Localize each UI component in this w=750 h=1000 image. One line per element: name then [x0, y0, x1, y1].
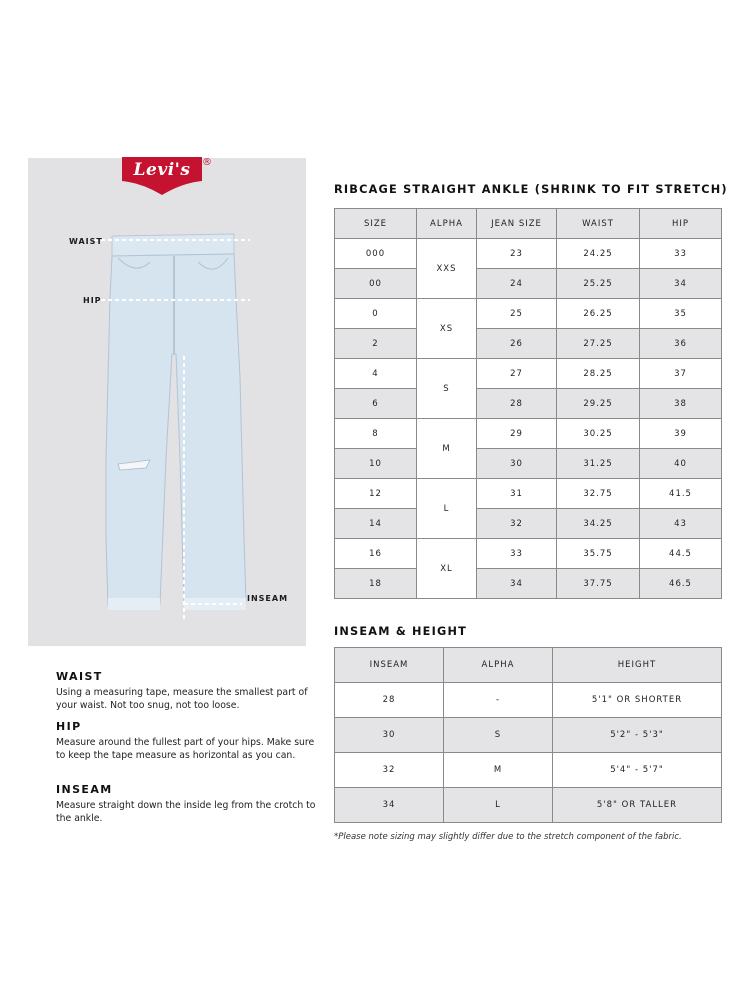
size-chart-header-row [335, 209, 722, 239]
jean-size-cell: 29 [477, 419, 557, 449]
size-cell: 10 [335, 449, 417, 479]
size-chart-row [335, 479, 722, 509]
levis-logo-text: Levi's [133, 160, 191, 180]
hip-guide [56, 720, 316, 762]
size-cell: 0 [335, 299, 417, 329]
alpha-cell: XL [417, 539, 477, 599]
size-chart-row [335, 539, 722, 569]
alpha-cell: M [417, 419, 477, 479]
waist-cell: 35.75 [557, 539, 640, 569]
waist-guide [56, 670, 316, 712]
inseam-chart-title: INSEAM & HEIGHT [334, 625, 468, 638]
size-cell: 8 [335, 419, 417, 449]
size-chart-row [335, 569, 722, 599]
jeans-waistband [112, 234, 234, 256]
hip-guide-title: HIP [56, 720, 82, 733]
waist-cell: 29.25 [557, 389, 640, 419]
size-cell: 18 [335, 569, 417, 599]
size-chart-header-hip: HIP [640, 209, 722, 239]
size-cell: 00 [335, 269, 417, 299]
size-chart-row [335, 419, 722, 449]
jean-size-cell: 28 [477, 389, 557, 419]
jean-size-cell: 31 [477, 479, 557, 509]
waist-cell: 32.75 [557, 479, 640, 509]
inseam-chart-header-inseam: INSEAM [335, 648, 444, 683]
size-chart-title: RIBCAGE STRAIGHT ANKLE (SHRINK TO FIT STRETCH) [334, 183, 728, 196]
waist-cell: 31.25 [557, 449, 640, 479]
inseam-guide [56, 783, 316, 825]
inseam-chart-row [335, 753, 722, 788]
waist-cell: 28.25 [557, 359, 640, 389]
inseam-chart-table [334, 647, 722, 823]
size-chart-row [335, 239, 722, 269]
waist-cell: 26.25 [557, 299, 640, 329]
size-chart-header-alpha: ALPHA [417, 209, 477, 239]
inseam-chart-row [335, 718, 722, 753]
height-cell: 5'2" - 5'3" [553, 718, 722, 753]
size-cell: 000 [335, 239, 417, 269]
inseam-chart-header-alpha: ALPHA [444, 648, 553, 683]
jeans-illustration [28, 158, 306, 646]
alpha-cell: XS [417, 299, 477, 359]
waist-cell: 24.25 [557, 239, 640, 269]
jean-size-cell: 25 [477, 299, 557, 329]
jeans-body [106, 254, 246, 606]
alpha-cell: S [417, 359, 477, 419]
hip-cell: 43 [640, 509, 722, 539]
jean-size-cell: 23 [477, 239, 557, 269]
size-chart-row [335, 359, 722, 389]
size-chart-row [335, 329, 722, 359]
hip-cell: 33 [640, 239, 722, 269]
hip-cell: 35 [640, 299, 722, 329]
inseam-cell: 32 [335, 753, 444, 788]
size-cell: 14 [335, 509, 417, 539]
size-chart-row [335, 389, 722, 419]
size-chart-header-waist: WAIST [557, 209, 640, 239]
jeans-hem-left [108, 598, 160, 610]
jean-size-cell: 32 [477, 509, 557, 539]
size-chart-header-size: SIZE [335, 209, 417, 239]
size-chart-row [335, 299, 722, 329]
size-cell: 4 [335, 359, 417, 389]
hip-cell: 44.5 [640, 539, 722, 569]
hip-cell: 46.5 [640, 569, 722, 599]
alpha-cell: L [417, 479, 477, 539]
inseam-label: INSEAM [247, 594, 289, 603]
jean-size-cell: 30 [477, 449, 557, 479]
inseam-cell: 30 [335, 718, 444, 753]
waist-cell: 30.25 [557, 419, 640, 449]
waist-cell: 37.75 [557, 569, 640, 599]
waist-guide-title: WAIST [56, 670, 103, 683]
waist-cell: 25.25 [557, 269, 640, 299]
inseam-chart-row [335, 788, 722, 823]
height-cell: 5'8" OR TALLER [553, 788, 722, 823]
size-cell: 6 [335, 389, 417, 419]
size-chart-row [335, 509, 722, 539]
inseam-chart-header-row [335, 648, 722, 683]
jean-size-cell: 33 [477, 539, 557, 569]
fabric-stretch-footnote: *Please note sizing may slightly differ due to the stretch component of the fabric. [334, 832, 682, 842]
inseam-alpha-cell: - [444, 683, 553, 718]
inseam-cell: 34 [335, 788, 444, 823]
hip-cell: 40 [640, 449, 722, 479]
inseam-guide-text: Measure straight down the inside leg from the crotch to the ankle. [56, 800, 316, 824]
size-chart-header-jean-size: JEAN SIZE [477, 209, 557, 239]
hip-cell: 36 [640, 329, 722, 359]
hip-label: HIP [83, 296, 102, 305]
hip-cell: 34 [640, 269, 722, 299]
jean-size-cell: 26 [477, 329, 557, 359]
waist-guide-text: Using a measuring tape, measure the smallest part of your waist. Not too snug, not too loose. [56, 687, 308, 711]
inseam-cell: 28 [335, 683, 444, 718]
size-chart-row [335, 449, 722, 479]
inseam-alpha-cell: M [444, 753, 553, 788]
height-cell: 5'4" - 5'7" [553, 753, 722, 788]
hip-cell: 41.5 [640, 479, 722, 509]
inseam-alpha-cell: S [444, 718, 553, 753]
hip-cell: 39 [640, 419, 722, 449]
inseam-guide-title: INSEAM [56, 783, 113, 796]
height-cell: 5'1" OR SHORTER [553, 683, 722, 718]
inseam-chart-header-height: HEIGHT [553, 648, 722, 683]
size-cell: 16 [335, 539, 417, 569]
hip-guide-text: Measure around the fullest part of your hips. Make sure to keep the tape measure as horizontal as you can. [56, 737, 315, 761]
size-cell: 2 [335, 329, 417, 359]
jean-size-cell: 24 [477, 269, 557, 299]
inseam-alpha-cell: L [444, 788, 553, 823]
hip-cell: 37 [640, 359, 722, 389]
hip-cell: 38 [640, 389, 722, 419]
waist-cell: 27.25 [557, 329, 640, 359]
size-chart-row [335, 269, 722, 299]
waist-label: WAIST [69, 237, 103, 246]
inseam-chart-row [335, 683, 722, 718]
jean-size-cell: 27 [477, 359, 557, 389]
registered-mark: ® [202, 157, 212, 168]
waist-cell: 34.25 [557, 509, 640, 539]
size-cell: 12 [335, 479, 417, 509]
jean-size-cell: 34 [477, 569, 557, 599]
alpha-cell: XXS [417, 239, 477, 299]
size-chart-table [334, 208, 722, 599]
